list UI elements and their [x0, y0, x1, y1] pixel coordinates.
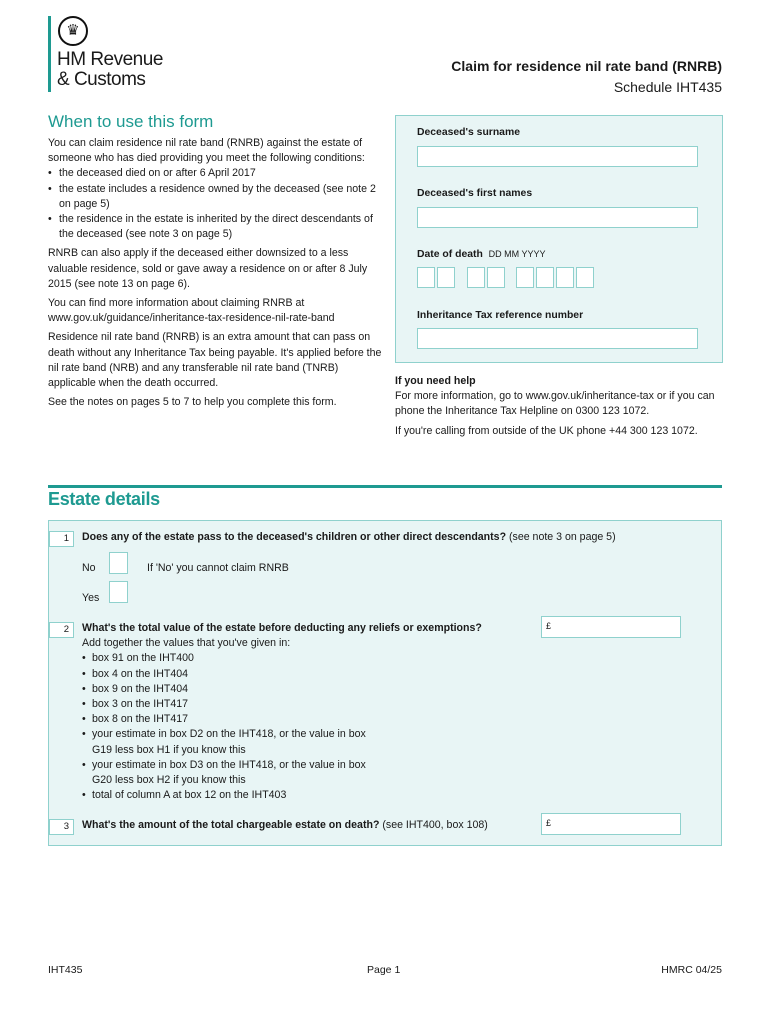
- year-digit-input[interactable]: [536, 267, 554, 288]
- date-of-death-label: Date of death DD MM YYYY: [417, 249, 546, 260]
- question-2: What's the total value of the estate before deducting any reliefs or exemptions? Add together the values that you've given in: • box 91 on the IHT400 • box 4 on the IHT404 • box 9 on the IHT404 • box 3 on the IHT417 • box 8 on the IHT417 • your estimate in box D2 on the IHT418, or the value in box G19 less box H1 if you know this • your estimate in box D3 on the IHT418, or the value in box G20 less box H2 if you know this • total of column A at box 12 on the IHT403: [82, 621, 542, 803]
- no-checkbox[interactable]: [109, 552, 128, 574]
- crown-crest-icon: ♛: [58, 16, 88, 46]
- title: Claim for residence nil rate band (RNRB): [451, 58, 722, 74]
- iht-reference-label: Inheritance Tax reference number: [417, 310, 584, 321]
- list-item: • box 91 on the IHT400: [82, 651, 542, 666]
- year-digit-input[interactable]: [576, 267, 594, 288]
- help-text: For more information, go to www.gov.uk/inheritance-tax or if you can phone the Inheritance Tax Helpline on 0300 123 1072.: [395, 390, 715, 418]
- condition: • the estate includes a residence owned by the deceased (see note 2 on page 5): [48, 182, 388, 212]
- no-label: No: [82, 562, 96, 574]
- first-names-input[interactable]: [417, 207, 698, 228]
- month-digit-input[interactable]: [467, 267, 485, 288]
- when-heading: When to use this form: [48, 112, 214, 131]
- help-heading: If you need help: [395, 375, 476, 387]
- logo-line-2: & Customs: [57, 69, 146, 90]
- question-number: 2: [49, 622, 74, 638]
- page-number: Page 1: [367, 964, 401, 976]
- help-section: [395, 374, 725, 439]
- yes-checkbox[interactable]: [109, 581, 128, 603]
- subtitle: Schedule IHT435: [613, 79, 722, 95]
- no-note: If 'No' you cannot claim RNRB: [147, 562, 289, 574]
- yes-label: Yes: [82, 592, 100, 604]
- date-format: DD MM YYYY: [488, 249, 546, 259]
- surname-label: Deceased's surname: [417, 127, 520, 138]
- form-code: IHT435: [48, 964, 83, 976]
- form-version: HMRC 04/25: [661, 964, 722, 976]
- first-names-label: Deceased's first names: [417, 188, 533, 199]
- day-digit-input[interactable]: [437, 267, 455, 288]
- hmrc-logo: [48, 16, 163, 92]
- paragraph: You can find more information about claiming RNRB at www.gov.uk/guidance/inheritance-tax-residence-nil-rate-band: [48, 297, 335, 325]
- list-item: • total of column A at box 12 on the IHT403: [82, 788, 542, 803]
- month-digit-input[interactable]: [487, 267, 505, 288]
- when-to-use-section: [48, 112, 388, 414]
- estate-details-heading: Estate details: [48, 489, 160, 509]
- paragraph: See the notes on pages 5 to 7 to help you complete this form.: [48, 396, 337, 409]
- deceased-details-box: [395, 115, 723, 363]
- total-value-input[interactable]: £: [541, 616, 681, 638]
- list-item: • your estimate in box D2 on the IHT418, or the value in box G19 less box H1 if you know this: [82, 727, 382, 757]
- question-3: What's the amount of the total chargeable estate on death? (see IHT400, box 108): [82, 819, 488, 831]
- year-digit-input[interactable]: [516, 267, 534, 288]
- estate-details-box: [48, 520, 722, 846]
- logo-line-1: HM Revenue: [57, 49, 163, 70]
- list-item: • box 8 on the IHT417: [82, 712, 542, 727]
- section-divider: [48, 485, 722, 488]
- intro: You can claim residence nil rate band (RNRB) against the estate of someone who has died providing you meet the following conditions:: [48, 137, 365, 165]
- help-text: If you're calling from outside of the UK phone +44 300 123 1072.: [395, 424, 698, 437]
- question-1: Does any of the estate pass to the deceased's children or other direct descendants? (see note 3 on page 5): [82, 531, 616, 543]
- iht-reference-input[interactable]: [417, 328, 698, 349]
- paragraph: RNRB can also apply if the deceased either downsized to a less valuable residence, sold or gave away a residence on or after 8 July 2015 (see note 13 on page 6).: [48, 247, 368, 290]
- condition: • the deceased died on or after 6 April 2017: [48, 166, 388, 181]
- list-item: • box 4 on the IHT404: [82, 667, 542, 682]
- list-item: • box 3 on the IHT417: [82, 697, 542, 712]
- paragraph: Residence nil rate band (RNRB) is an extra amount that can pass on death without any Inheritance Tax being payable. It's applied before the nil rate band (NRB) and any transferable nil rate band (TNRB) applicable when the death occurred.: [48, 331, 382, 390]
- question-number: 3: [49, 819, 74, 835]
- condition: • the residence in the estate is inherited by the direct descendants of the deceased (see note 3 on page 5): [48, 212, 388, 242]
- day-digit-input[interactable]: [417, 267, 435, 288]
- surname-input[interactable]: [417, 146, 698, 167]
- question-number: 1: [49, 531, 74, 547]
- list-item: • your estimate in box D3 on the IHT418, or the value in box G20 less box H2 if you know this: [82, 758, 382, 788]
- form-title: [451, 56, 722, 98]
- chargeable-estate-input[interactable]: £: [541, 813, 681, 835]
- list-item: • box 9 on the IHT404: [82, 682, 542, 697]
- year-digit-input[interactable]: [556, 267, 574, 288]
